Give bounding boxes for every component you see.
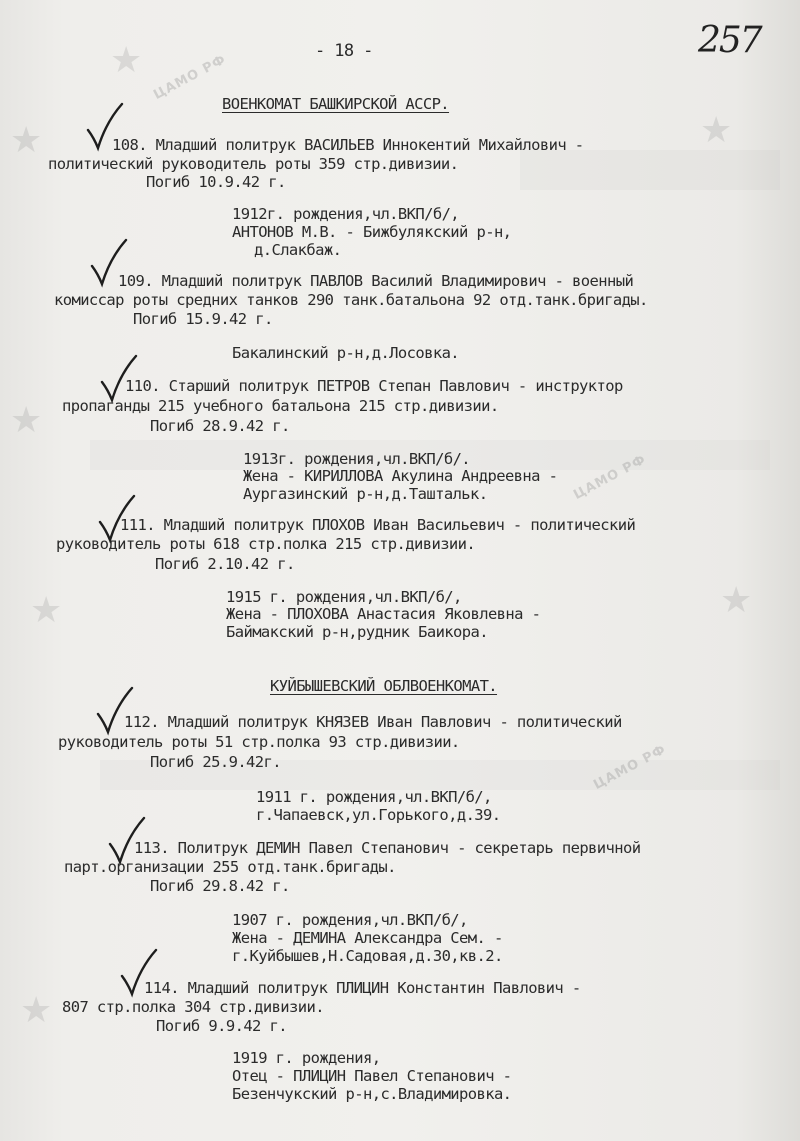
entry-110-line: 1913г. рождения,чл.ВКП/б/. — [243, 450, 471, 468]
entry-113-line: 1907 г. рождения,чл.ВКП/б/, — [232, 911, 468, 929]
watermark-star-icon: ★ — [10, 120, 43, 161]
entry-112-line: 112. Младший политрук КНЯЗЕВ Иван Павлович - политический — [124, 713, 622, 731]
archive-number: 257 — [698, 20, 761, 61]
check-mark-icon — [88, 236, 132, 292]
entry-112-line: г.Чапаевск,ул.Горького,д.39. — [256, 806, 501, 824]
watermark-text: ЦАМО РФ — [571, 452, 649, 503]
entry-114-line: Отец - ПЛИЦИН Павел Степанович - — [232, 1067, 512, 1085]
check-mark-icon — [94, 684, 138, 740]
entry-110-line: 110. Старший политрук ПЕТРОВ Степан Павлович - инструктор — [125, 377, 623, 395]
entry-109-line: 109. Младший политрук ПАВЛОВ Василий Владимирович - военный — [118, 272, 634, 290]
entry-108-line: АНТОНОВ М.В. - Бижбулякский р-н, — [232, 223, 512, 241]
check-mark-icon — [96, 492, 140, 548]
watermark-star-icon: ★ — [700, 110, 733, 151]
page-number: - 18 - — [315, 41, 373, 61]
entry-111-line: руководитель роты 618 стр.полка 215 стр.дивизии. — [56, 535, 476, 553]
entry-108-line: 108. Младший политрук ВАСИЛЬЕВ Иннокентий Михайлович - — [112, 136, 584, 154]
entry-110-line: Жена - КИРИЛЛОВА Акулина Андреевна - — [243, 467, 558, 485]
check-mark-icon — [118, 946, 162, 1002]
entry-111-line: Погиб 2.10.42 г. — [155, 555, 295, 573]
entry-111-line: 1915 г. рождения,чл.ВКП/б/, — [226, 588, 462, 606]
entry-108-line: Погиб 10.9.42 г. — [146, 173, 286, 191]
entry-113-line: парт.организации 255 отд.танк.бригады. — [64, 858, 396, 876]
watermark-star-icon: ★ — [110, 40, 143, 81]
watermark-star-icon: ★ — [720, 580, 753, 621]
entry-108-line: 1912г. рождения,чл.ВКП/б/, — [232, 205, 460, 223]
entry-111-line: 111. Младший политрук ПЛОХОВ Иван Васильевич - политический — [120, 516, 636, 534]
entry-108-line: д.Слакбаж. — [254, 241, 342, 259]
entry-110-line: Аургазинский р-н,д.Таштальк. — [243, 485, 488, 503]
entry-108-line: политический руководитель роты 359 стр.дивизии. — [48, 155, 459, 173]
entry-114-line: Погиб 9.9.42 г. — [156, 1017, 287, 1035]
entry-114-line: Безенчукский р-н,с.Владимировка. — [232, 1085, 512, 1103]
entry-109-line: Бакалинский р-н,д.Лосовка. — [232, 344, 460, 362]
entry-111-line: Жена - ПЛОХОВА Анастасия Яковлевна - — [226, 605, 541, 623]
entry-110-line: Погиб 28.9.42 г. — [150, 417, 290, 435]
entry-112-line: 1911 г. рождения,чл.ВКП/б/, — [256, 788, 492, 806]
watermark-star-icon: ★ — [20, 990, 53, 1031]
entry-109-line: Погиб 15.9.42 г. — [133, 310, 273, 328]
entry-113-line: 113. Политрук ДЕМИН Павел Степанович - секретарь первичной — [134, 839, 641, 857]
check-mark-icon — [98, 352, 142, 408]
section-heading: ВОЕНКОМАТ БАШКИРСКОЙ АССР. — [222, 95, 450, 113]
section-heading: КУЙБЫШЕВСКИЙ ОБЛВОЕНКОМАТ. — [270, 677, 498, 695]
entry-110-line: пропаганды 215 учебного батальона 215 стр.дивизии. — [62, 397, 499, 415]
entry-111-line: Баймакский р-н,рудник Баикора. — [226, 623, 488, 641]
entry-113-line: Жена - ДЕМИНА Александра Сем. - — [232, 929, 503, 947]
watermark-text: ЦАМО РФ — [591, 742, 669, 793]
check-mark-icon — [84, 100, 128, 156]
check-mark-icon — [106, 814, 150, 870]
entry-113-line: г.Куйбышев,Н.Садовая,д.30,кв.2. — [232, 947, 503, 965]
entry-114-line: 1919 г. рождения, — [232, 1049, 381, 1067]
watermark-text: ЦАМО РФ — [151, 52, 229, 103]
entry-112-line: руководитель роты 51 стр.полка 93 стр.дивизии. — [58, 733, 460, 751]
entry-113-line: Погиб 29.8.42 г. — [150, 877, 290, 895]
bleed-through-area — [520, 150, 780, 190]
entry-114-line: 114. Младший политрук ПЛИЦИН Константин Павлович - — [144, 979, 581, 997]
entry-114-line: 807 стр.полка 304 стр.дивизии. — [62, 998, 324, 1016]
entry-109-line: комиссар роты средних танков 290 танк.батальона 92 отд.танк.бригады. — [54, 291, 648, 309]
watermark-star-icon: ★ — [30, 590, 63, 631]
watermark-star-icon: ★ — [10, 400, 43, 441]
entry-112-line: Погиб 25.9.42г. — [150, 753, 281, 771]
